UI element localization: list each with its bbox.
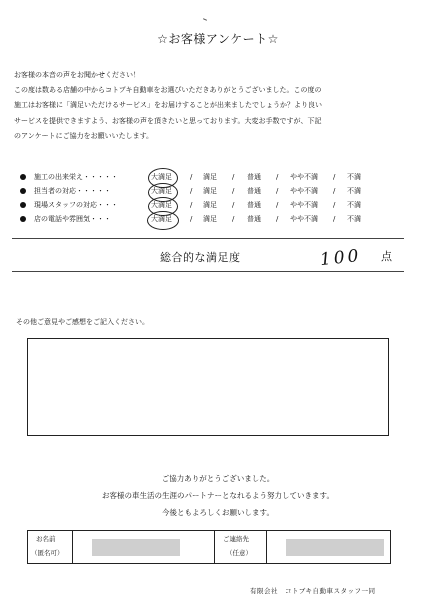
separator: / xyxy=(276,201,279,209)
option-satisfied[interactable]: 満足 xyxy=(203,187,217,195)
comment-label: その他ご意見やご感想をご記入ください。 xyxy=(16,318,149,326)
option-somewhat-dissatisfied[interactable]: やや不満 xyxy=(290,187,318,195)
option-very-satisfied[interactable]: 大満足 xyxy=(151,187,172,195)
total-satisfaction-label: 総合的な満足度 xyxy=(160,251,241,264)
separator: / xyxy=(190,201,193,209)
option-satisfied[interactable]: 満足 xyxy=(203,215,217,223)
bullet-icon xyxy=(20,202,26,208)
intro-line: 施工はお客様に「満足いただけるサービス」をお届けすることが出来ましたでしょうか？より良い xyxy=(14,101,322,110)
separator: / xyxy=(333,201,336,209)
option-very-satisfied[interactable]: 大満足 xyxy=(151,173,172,181)
option-very-satisfied[interactable]: 大満足 xyxy=(151,201,172,209)
score-unit: 点 xyxy=(381,250,392,263)
selection-circle xyxy=(147,211,179,230)
name-note: （匿名可） xyxy=(31,549,64,557)
separator: / xyxy=(276,173,279,181)
separator: / xyxy=(232,187,235,195)
intro-line: のアンケートにご協力をお願いいたします。 xyxy=(14,131,154,140)
contact-form xyxy=(27,530,391,564)
separator: / xyxy=(333,187,336,195)
separator: / xyxy=(276,215,279,223)
option-neutral[interactable]: 普通 xyxy=(247,201,261,209)
separator: / xyxy=(333,173,336,181)
divider xyxy=(12,238,404,239)
separator: / xyxy=(232,201,235,209)
intro-line: サービスを提供できますよう、お客様の声を頂きたいと思っております。大変お手数ですが、下記 xyxy=(14,116,322,125)
option-satisfied[interactable]: 満足 xyxy=(203,173,217,181)
divider xyxy=(12,271,404,272)
thanks-line: ご協力ありがとうございました。 xyxy=(161,474,275,483)
separator: / xyxy=(190,187,193,195)
thanks-line: 今後ともよろしくお願いします。 xyxy=(162,508,274,517)
option-satisfied[interactable]: 満足 xyxy=(203,201,217,209)
bullet-icon xyxy=(20,216,26,222)
grid-line xyxy=(72,531,73,563)
rating-label: 施工の出来栄え・・・・・ xyxy=(34,173,118,181)
intro-line: この度は数ある店舗の中からコトブキ自動車をお選びいただきありがとうございました。この度の xyxy=(14,86,322,95)
page-title: ☆お客様アンケート☆ xyxy=(157,32,279,46)
separator: / xyxy=(190,173,193,181)
separator: / xyxy=(276,187,279,195)
option-dissatisfied[interactable]: 不満 xyxy=(347,187,361,195)
separator: / xyxy=(333,215,336,223)
separator: / xyxy=(232,215,235,223)
bullet-icon xyxy=(20,188,26,194)
rating-row-staff xyxy=(20,185,420,198)
rating-label: 担当者の対応・・・・・ xyxy=(34,187,111,195)
grid-line xyxy=(266,531,267,563)
option-somewhat-dissatisfied[interactable]: やや不満 xyxy=(290,201,318,209)
rating-label: 店の電話や雰囲気・・・ xyxy=(34,215,111,223)
option-somewhat-dissatisfied[interactable]: やや不満 xyxy=(290,215,318,223)
thanks-line: お客様の車生活の生涯のパートナーとなれるよう努力していきます。 xyxy=(102,491,334,500)
option-neutral[interactable]: 普通 xyxy=(247,173,261,181)
option-very-satisfied[interactable]: 大満足 xyxy=(151,215,172,223)
separator: / xyxy=(190,215,193,223)
grid-line xyxy=(214,531,215,563)
option-somewhat-dissatisfied[interactable]: やや不満 xyxy=(290,173,318,181)
option-neutral[interactable]: 普通 xyxy=(247,187,261,195)
footer-company: 有限会社 コトブキ自動車スタッフ一同 xyxy=(250,587,376,595)
option-dissatisfied[interactable]: 不満 xyxy=(347,173,361,181)
name-field-redacted[interactable] xyxy=(92,539,180,556)
option-neutral[interactable]: 普通 xyxy=(247,215,261,223)
option-dissatisfied[interactable]: 不満 xyxy=(347,201,361,209)
option-dissatisfied[interactable]: 不満 xyxy=(347,215,361,223)
contact-label: ご連絡先 xyxy=(223,535,249,543)
total-score-handwritten[interactable]: 100 xyxy=(319,245,363,271)
contact-field-redacted[interactable] xyxy=(286,539,384,556)
scan-mark xyxy=(203,18,207,21)
separator: / xyxy=(232,173,235,181)
bullet-icon xyxy=(20,174,26,180)
contact-note: （任意） xyxy=(226,549,252,557)
rating-row-phone-atmosphere xyxy=(20,213,420,226)
rating-row-site-staff xyxy=(20,199,420,212)
name-label: お名前 xyxy=(36,535,56,543)
intro-text xyxy=(14,68,424,144)
rating-row-workmanship xyxy=(20,171,420,184)
rating-label: 現場スタッフの対応・・・ xyxy=(34,201,118,209)
intro-line: お客様の本音の声をお聞かせください！ xyxy=(14,71,140,79)
comment-box[interactable] xyxy=(27,338,389,436)
